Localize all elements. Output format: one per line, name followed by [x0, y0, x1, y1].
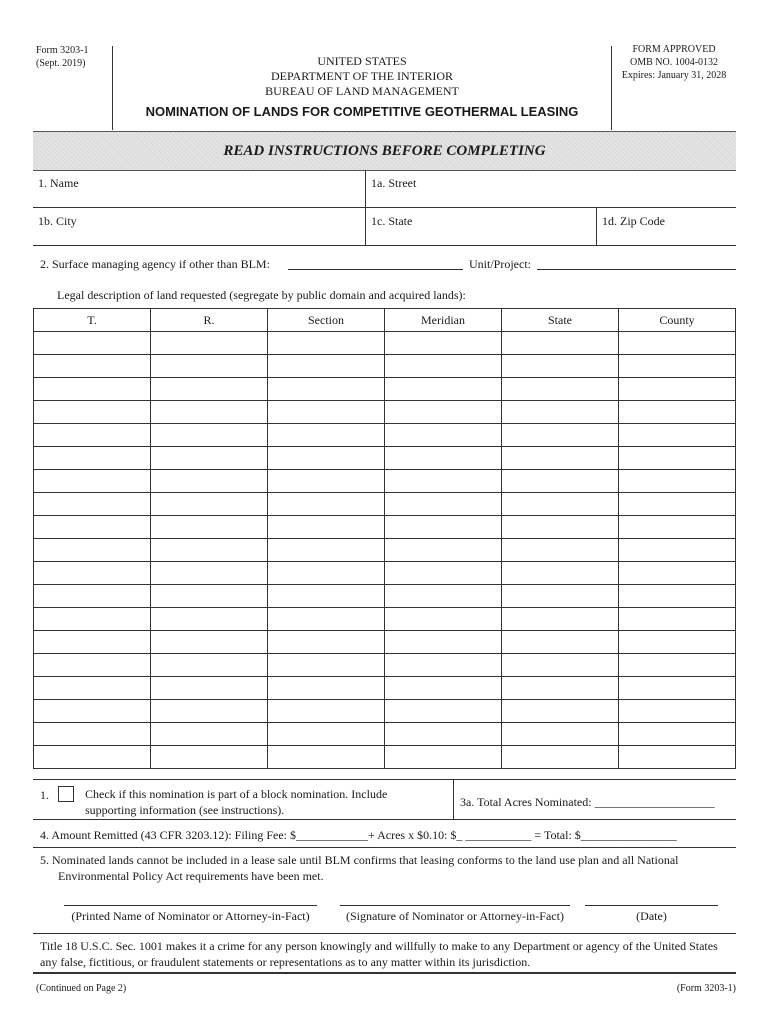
table-cell-input[interactable]	[619, 631, 736, 654]
table-row	[34, 516, 736, 539]
table-cell-input[interactable]	[385, 562, 502, 585]
table-row	[34, 746, 736, 769]
table-cell-input[interactable]	[34, 493, 151, 516]
conformance-notice-1: 5. Nominated lands cannot be included in a lease sale until BLM confirms that leasing conforms to the land use plan and all National	[40, 853, 679, 867]
table-cell-input[interactable]	[268, 378, 385, 401]
table-cell-input[interactable]	[385, 378, 502, 401]
table-cell-input[interactable]	[502, 585, 619, 608]
land-table-body	[34, 332, 736, 769]
legal-notice-1: Title 18 U.S.C. Sec. 1001 makes it a crime for any person knowingly and willfully to make to any Department or agency of the United States	[40, 939, 718, 953]
land-description-table	[33, 308, 736, 769]
table-cell-input[interactable]	[619, 470, 736, 493]
table-cell-input[interactable]	[268, 539, 385, 562]
table-cell-input[interactable]	[151, 424, 268, 447]
table-cell-input[interactable]	[619, 654, 736, 677]
table-cell-input[interactable]	[502, 700, 619, 723]
column-header-section: Section	[268, 309, 385, 332]
table-cell-input[interactable]	[34, 631, 151, 654]
state-label: 1c. State	[371, 214, 413, 228]
table-cell-input[interactable]	[268, 516, 385, 539]
table-cell-input[interactable]	[34, 332, 151, 355]
table-row	[34, 631, 736, 654]
table-cell-input[interactable]	[385, 677, 502, 700]
table-header-row	[34, 309, 736, 332]
table-row	[34, 493, 736, 516]
table-cell-input[interactable]	[268, 700, 385, 723]
zip-divider	[596, 207, 597, 246]
table-cell-input[interactable]	[385, 332, 502, 355]
form-date: (Sept. 2019)	[36, 58, 86, 69]
table-cell-input[interactable]	[151, 332, 268, 355]
table-cell-input[interactable]	[34, 470, 151, 493]
unit-project-input[interactable]	[537, 269, 736, 270]
table-cell-input[interactable]	[619, 424, 736, 447]
signature-line[interactable]	[340, 905, 570, 906]
table-cell-input[interactable]	[34, 608, 151, 631]
table-cell-input[interactable]	[268, 493, 385, 516]
printed-name-caption: (Printed Name of Nominator or Attorney-in-Fact)	[71, 909, 310, 923]
table-cell-input[interactable]	[34, 378, 151, 401]
table-cell-input[interactable]	[151, 378, 268, 401]
table-row	[34, 447, 736, 470]
table-cell-input[interactable]	[268, 447, 385, 470]
block-nomination-text-2: supporting information (see instructions).	[85, 803, 285, 817]
table-cell-input[interactable]	[502, 608, 619, 631]
block-divider	[453, 779, 454, 819]
unit-project-label: Unit/Project:	[469, 257, 531, 271]
table-cell-input[interactable]	[151, 723, 268, 746]
table-cell-input[interactable]	[502, 493, 619, 516]
zip-label: 1d. Zip Code	[602, 214, 665, 228]
table-cell-input[interactable]	[619, 585, 736, 608]
table-cell-input[interactable]	[34, 723, 151, 746]
table-cell-input[interactable]	[151, 677, 268, 700]
table-cell-input[interactable]	[385, 355, 502, 378]
table-row	[34, 332, 736, 355]
continued-note: (Continued on Page 2)	[36, 983, 127, 994]
table-row	[34, 539, 736, 562]
table-cell-input[interactable]	[151, 746, 268, 769]
table-cell-input[interactable]	[502, 470, 619, 493]
table-cell-input[interactable]	[502, 631, 619, 654]
table-cell-input[interactable]	[619, 516, 736, 539]
table-cell-input[interactable]	[34, 447, 151, 470]
table-cell-input[interactable]	[502, 723, 619, 746]
table-cell-input[interactable]	[385, 746, 502, 769]
table-cell-input[interactable]	[34, 700, 151, 723]
table-cell-input[interactable]	[34, 746, 151, 769]
field-row-divider	[33, 245, 736, 246]
table-cell-input[interactable]	[268, 654, 385, 677]
column-header-meridian: Meridian	[385, 309, 502, 332]
table-row	[34, 608, 736, 631]
table-cell-input[interactable]	[151, 539, 268, 562]
field-divider	[365, 170, 366, 246]
table-cell-input[interactable]	[385, 516, 502, 539]
state-input[interactable]	[367, 230, 594, 244]
table-cell-input[interactable]	[268, 585, 385, 608]
table-row	[34, 470, 736, 493]
amount-remitted-field[interactable]: 4. Amount Remitted (43 CFR 3203.12): Filing Fee: $____________+ Acres x $0.10: $_ ___________ = Total: $________________	[40, 828, 677, 842]
table-cell-input[interactable]	[502, 424, 619, 447]
table-cell-input[interactable]	[385, 585, 502, 608]
column-header-county: County	[619, 309, 736, 332]
surface-agency-label: 2. Surface managing agency if other than BLM:	[40, 257, 270, 271]
table-cell-input[interactable]	[151, 470, 268, 493]
table-cell-input[interactable]	[151, 631, 268, 654]
table-cell-input[interactable]	[502, 332, 619, 355]
zip-input[interactable]	[598, 230, 735, 244]
table-cell-input[interactable]	[502, 378, 619, 401]
table-cell-input[interactable]	[502, 355, 619, 378]
table-cell-input[interactable]	[385, 608, 502, 631]
table-cell-input[interactable]	[619, 493, 736, 516]
column-header-t: T.	[34, 309, 151, 332]
table-cell-input[interactable]	[268, 470, 385, 493]
table-cell-input[interactable]	[502, 539, 619, 562]
city-label: 1b. City	[38, 214, 77, 228]
table-cell-input[interactable]	[268, 355, 385, 378]
table-cell-input[interactable]	[619, 401, 736, 424]
instructions-banner	[33, 131, 736, 171]
table-row	[34, 585, 736, 608]
table-cell-input[interactable]	[619, 378, 736, 401]
table-cell-input[interactable]	[385, 447, 502, 470]
table-row	[34, 654, 736, 677]
table-cell-input[interactable]	[502, 401, 619, 424]
table-cell-input[interactable]	[34, 539, 151, 562]
block-nomination-text-1: Check if this nomination is part of a block nomination. Include	[85, 787, 388, 801]
agency-line-3: BUREAU OF LAND MANAGEMENT	[265, 84, 459, 98]
table-cell-input[interactable]	[268, 723, 385, 746]
street-label: 1a. Street	[371, 176, 417, 190]
legal-description-label: Legal description of land requested (segregate by public domain and acquired lands):	[57, 288, 466, 302]
table-cell-input[interactable]	[502, 562, 619, 585]
table-cell-input[interactable]	[151, 654, 268, 677]
table-cell-input[interactable]	[151, 355, 268, 378]
table-cell-input[interactable]	[34, 562, 151, 585]
block-nomination-number: 1.	[40, 788, 49, 802]
table-row	[34, 700, 736, 723]
table-cell-input[interactable]	[268, 677, 385, 700]
table-cell-input[interactable]	[619, 355, 736, 378]
table-cell-input[interactable]	[385, 654, 502, 677]
printed-name-line[interactable]	[64, 905, 317, 906]
table-cell-input[interactable]	[619, 608, 736, 631]
table-row	[34, 677, 736, 700]
table-cell-input[interactable]	[619, 332, 736, 355]
table-cell-input[interactable]	[268, 608, 385, 631]
table-cell-input[interactable]	[619, 700, 736, 723]
section-divider	[33, 847, 736, 848]
table-cell-input[interactable]	[385, 470, 502, 493]
form-title: NOMINATION OF LANDS FOR COMPETITIVE GEOTHERMAL LEASING	[145, 104, 579, 119]
approval-line-2: OMB NO. 1004-0132	[629, 57, 719, 68]
table-cell-input[interactable]	[151, 608, 268, 631]
table-row	[34, 562, 736, 585]
legal-notice-2: any false, fictitious, or fraudulent statements or representations as to any matter within its jurisdiction.	[40, 955, 531, 969]
table-cell-input[interactable]	[502, 746, 619, 769]
name-input[interactable]	[34, 192, 364, 206]
table-cell-input[interactable]	[502, 677, 619, 700]
table-cell-input[interactable]	[268, 332, 385, 355]
table-cell-input[interactable]	[385, 401, 502, 424]
table-cell-input[interactable]	[502, 447, 619, 470]
table-cell-input[interactable]	[385, 723, 502, 746]
table-cell-input[interactable]	[385, 700, 502, 723]
table-cell-input[interactable]	[619, 539, 736, 562]
table-cell-input[interactable]	[385, 493, 502, 516]
table-cell-input[interactable]	[619, 562, 736, 585]
total-acres-field[interactable]: 3a. Total Acres Nominated: ____________________	[460, 795, 715, 809]
table-cell-input[interactable]	[34, 401, 151, 424]
table-cell-input[interactable]	[268, 424, 385, 447]
table-cell-input[interactable]	[619, 746, 736, 769]
table-cell-input[interactable]	[619, 447, 736, 470]
table-cell-input[interactable]	[34, 654, 151, 677]
column-header-state: State	[502, 309, 619, 332]
name-label: 1. Name	[38, 176, 79, 190]
table-cell-input[interactable]	[151, 401, 268, 424]
agency-line-1: UNITED STATES	[317, 54, 407, 68]
form-reference: (Form 3203-1)	[676, 983, 736, 994]
table-cell-input[interactable]	[34, 677, 151, 700]
column-header-r: R.	[151, 309, 268, 332]
table-row	[34, 355, 736, 378]
instructions-banner-text: READ INSTRUCTIONS BEFORE COMPLETING	[223, 143, 546, 159]
agency-line-2: DEPARTMENT OF THE INTERIOR	[270, 69, 454, 83]
date-line[interactable]	[585, 905, 718, 906]
street-input[interactable]	[367, 192, 735, 206]
table-cell-input[interactable]	[502, 654, 619, 677]
table-cell-input[interactable]	[268, 746, 385, 769]
table-cell-input[interactable]	[502, 516, 619, 539]
table-row	[34, 401, 736, 424]
table-cell-input[interactable]	[151, 516, 268, 539]
table-cell-input[interactable]	[34, 424, 151, 447]
table-cell-input[interactable]	[268, 562, 385, 585]
form-number: Form 3203-1	[36, 45, 89, 56]
approval-line-1: FORM APPROVED	[632, 44, 716, 55]
table-cell-input[interactable]	[151, 562, 268, 585]
table-row	[34, 424, 736, 447]
table-cell-input[interactable]	[34, 355, 151, 378]
table-cell-input[interactable]	[619, 677, 736, 700]
table-row	[34, 378, 736, 401]
date-caption: (Date)	[636, 909, 667, 923]
table-cell-input[interactable]	[34, 516, 151, 539]
conformance-notice-2: Environmental Policy Act requirements have been met.	[58, 869, 324, 883]
table-cell-input[interactable]	[268, 631, 385, 654]
city-input[interactable]	[34, 230, 364, 244]
table-cell-input[interactable]	[151, 447, 268, 470]
table-cell-input[interactable]	[385, 539, 502, 562]
table-cell-input[interactable]	[151, 585, 268, 608]
block-nomination-checkbox[interactable]	[58, 786, 74, 802]
section-divider	[33, 819, 736, 820]
approval-line-3: Expires: January 31, 2028	[621, 70, 727, 81]
table-cell-input[interactable]	[268, 401, 385, 424]
surface-agency-input[interactable]	[288, 269, 463, 270]
section-divider	[33, 933, 736, 934]
table-row	[34, 723, 736, 746]
table-cell-input[interactable]	[151, 493, 268, 516]
table-cell-input[interactable]	[619, 723, 736, 746]
field-row-divider	[33, 207, 736, 208]
table-cell-input[interactable]	[385, 631, 502, 654]
table-cell-input[interactable]	[151, 700, 268, 723]
signature-caption: (Signature of Nominator or Attorney-in-Fact)	[346, 909, 564, 923]
table-cell-input[interactable]	[385, 424, 502, 447]
table-cell-input[interactable]	[34, 585, 151, 608]
footer-divider	[33, 972, 736, 974]
section-divider	[33, 779, 736, 780]
